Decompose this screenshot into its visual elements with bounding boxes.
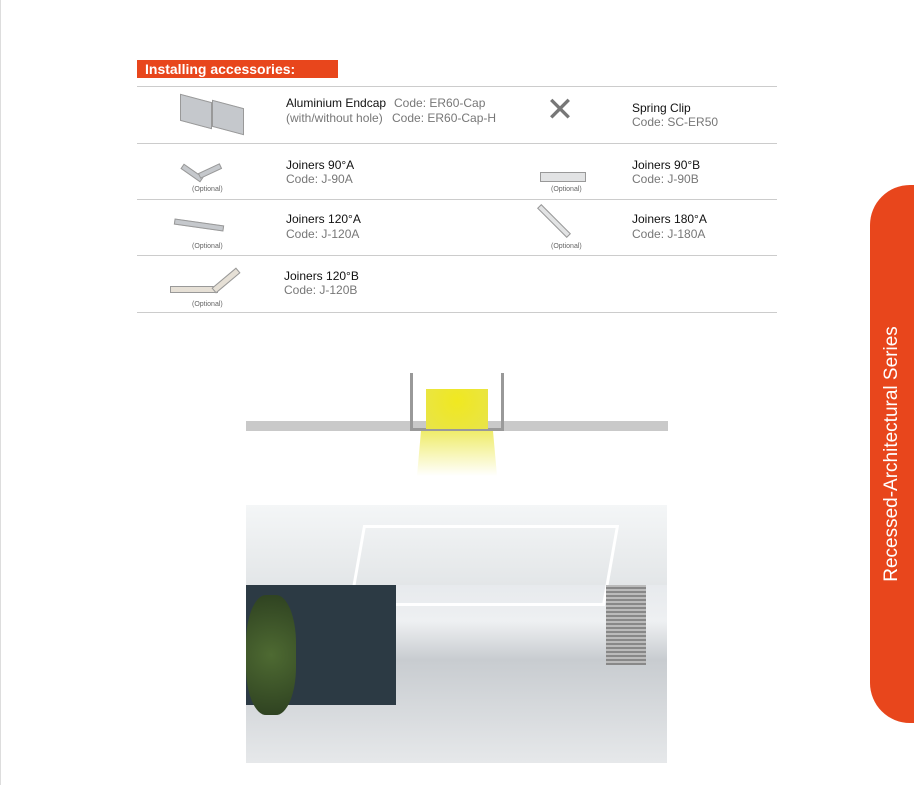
item-code: Code: J-90A	[286, 172, 353, 186]
optional-label: (Optional)	[551, 186, 582, 193]
joiner-image	[211, 268, 240, 294]
optional-label: (Optional)	[551, 243, 582, 250]
spring-clip-image: ✕	[545, 91, 575, 129]
item-name: Joiners 90°A	[286, 158, 355, 172]
divider	[137, 143, 777, 144]
photo-vent	[606, 585, 646, 665]
item-name: Joiners 120°B	[284, 269, 359, 283]
section-title: Installing accessories:	[137, 60, 338, 78]
item-code: Code: ER60-Cap	[394, 96, 486, 110]
light-beam	[417, 431, 497, 476]
endcap-image-2	[212, 100, 244, 136]
divider	[137, 255, 777, 256]
item-code: Code: J-180A	[632, 227, 706, 241]
item-name: Spring Clip	[632, 101, 691, 115]
optional-label: (Optional)	[192, 243, 223, 250]
joiner-image	[540, 172, 586, 182]
item-name-2: (with/without hole)	[286, 111, 383, 125]
joiner-image	[198, 163, 222, 179]
endcap-image	[180, 94, 212, 130]
side-tab-label: Recessed-Architectural Series	[881, 326, 902, 582]
item-code: Code: J-90B	[632, 172, 699, 186]
item-name: Joiners 120°A	[286, 212, 361, 226]
page-edge	[0, 0, 1, 785]
item-code: Code: SC-ER50	[632, 115, 719, 129]
item-name: Joiners 180°A	[632, 212, 707, 226]
photo-plant	[246, 595, 296, 715]
divider	[137, 86, 777, 87]
item-code: Code: J-120B	[284, 283, 358, 297]
led-diffuser	[426, 389, 488, 429]
divider	[137, 312, 777, 313]
item-code-2: Code: ER60-Cap-H	[392, 111, 497, 125]
divider	[137, 199, 777, 200]
joiner-image	[174, 219, 224, 232]
optional-label: (Optional)	[192, 301, 223, 308]
installation-photo	[246, 505, 667, 763]
item-name: Aluminium Endcap	[286, 96, 387, 110]
item-name: Joiners 90°B	[632, 158, 701, 172]
item-code: Code: J-120A	[286, 227, 360, 241]
optional-label: (Optional)	[192, 186, 223, 193]
joiner-image	[537, 204, 571, 238]
